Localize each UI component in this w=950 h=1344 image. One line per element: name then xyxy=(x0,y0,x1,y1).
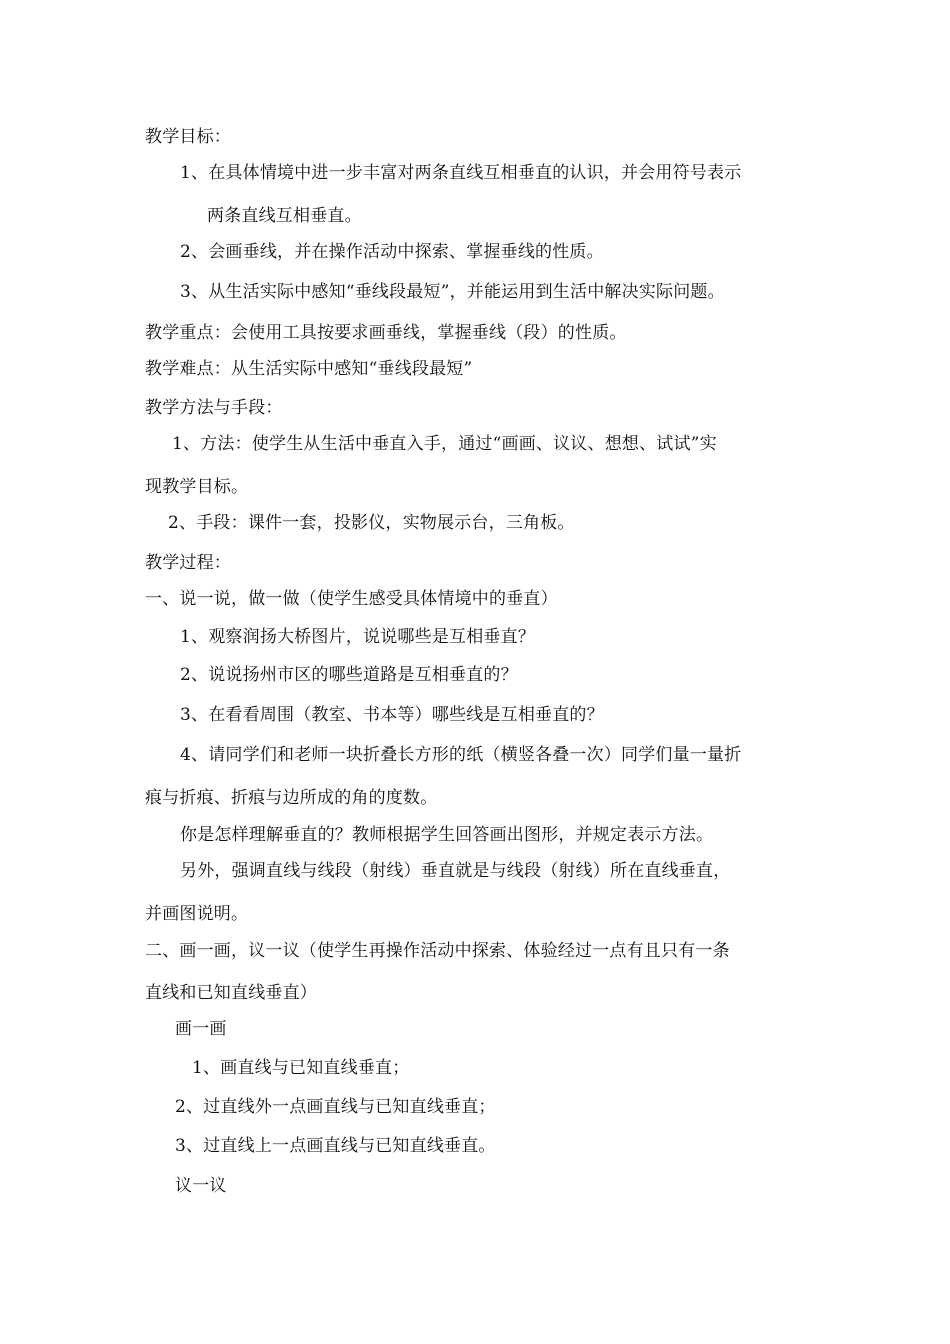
section-1-item-3: 3、在看看周围（教室、书本等）哪些线是互相垂直的？ xyxy=(180,705,604,725)
heading-process: 教学过程： xyxy=(145,553,231,573)
objective-1-line-1: 1、在具体情境中进一步丰富对两条直线互相垂直的认识，并会用符号表示 xyxy=(180,163,742,183)
method-1-line-2: 现教学目标。 xyxy=(145,477,249,497)
section-2-heading-line-1: 二、画一画，议一议（使学生再操作活动中探索、体验经过一点有且只有一条 xyxy=(145,941,730,961)
section-1-item-4-line-1: 4、请同学们和老师一块折叠长方形的纸（横竖各叠一次）同学们量一量折 xyxy=(180,745,742,765)
section-1-paragraph-1: 你是怎样理解垂直的？教师根据学生回答画出图形，并规定表示方法。 xyxy=(180,825,714,845)
teaching-key-points: 教学重点：会使用工具按要求画垂线，掌握垂线（段）的性质。 xyxy=(145,323,627,343)
objective-3: 3、从生活实际中感知“垂线段最短”，并能运用到生活中解决实际问题。 xyxy=(180,282,725,302)
method-2: 2、手段：课件一套，投影仪，实物展示台，三角板。 xyxy=(168,513,575,533)
section-1-paragraph-2-line-1: 另外，强调直线与线段（射线）垂直就是与线段（射线）所在直线垂直， xyxy=(180,861,731,881)
subheading-discuss: 议一议 xyxy=(175,1176,227,1196)
heading-teaching-objectives: 教学目标： xyxy=(145,127,231,147)
draw-item-1: 1、画直线与已知直线垂直； xyxy=(192,1058,410,1078)
teaching-difficulty: 教学难点：从生活实际中感知“垂线段最短” xyxy=(145,359,473,379)
section-1-item-2: 2、说说扬州市区的哪些道路是互相垂直的？ xyxy=(180,665,518,685)
heading-methods: 教学方法与手段： xyxy=(145,398,283,418)
objective-1-line-2: 两条直线互相垂直。 xyxy=(207,206,362,226)
section-1-heading: 一、说一说，做一做（使学生感受具体情境中的垂直） xyxy=(145,589,558,609)
method-1-line-1: 1、方法：使学生从生活中垂直入手，通过“画画、议议、想想、试试”实 xyxy=(172,434,717,454)
draw-item-2: 2、过直线外一点画直线与已知直线垂直； xyxy=(175,1097,496,1117)
section-1-item-4-line-2: 痕与折痕、折痕与边所成的角的度数。 xyxy=(145,788,438,808)
objective-2: 2、会画垂线，并在操作活动中探索、掌握垂线的性质。 xyxy=(180,242,604,262)
section-2-heading-line-2: 直线和已知直线垂直） xyxy=(145,983,317,1003)
section-1-paragraph-2-line-2: 并画图说明。 xyxy=(145,904,249,924)
subheading-draw: 画一画 xyxy=(175,1019,227,1039)
section-1-item-1: 1、观察润扬大桥图片，说说哪些是互相垂直？ xyxy=(180,627,536,647)
draw-item-3: 3、过直线上一点画直线与已知直线垂直。 xyxy=(175,1136,496,1156)
